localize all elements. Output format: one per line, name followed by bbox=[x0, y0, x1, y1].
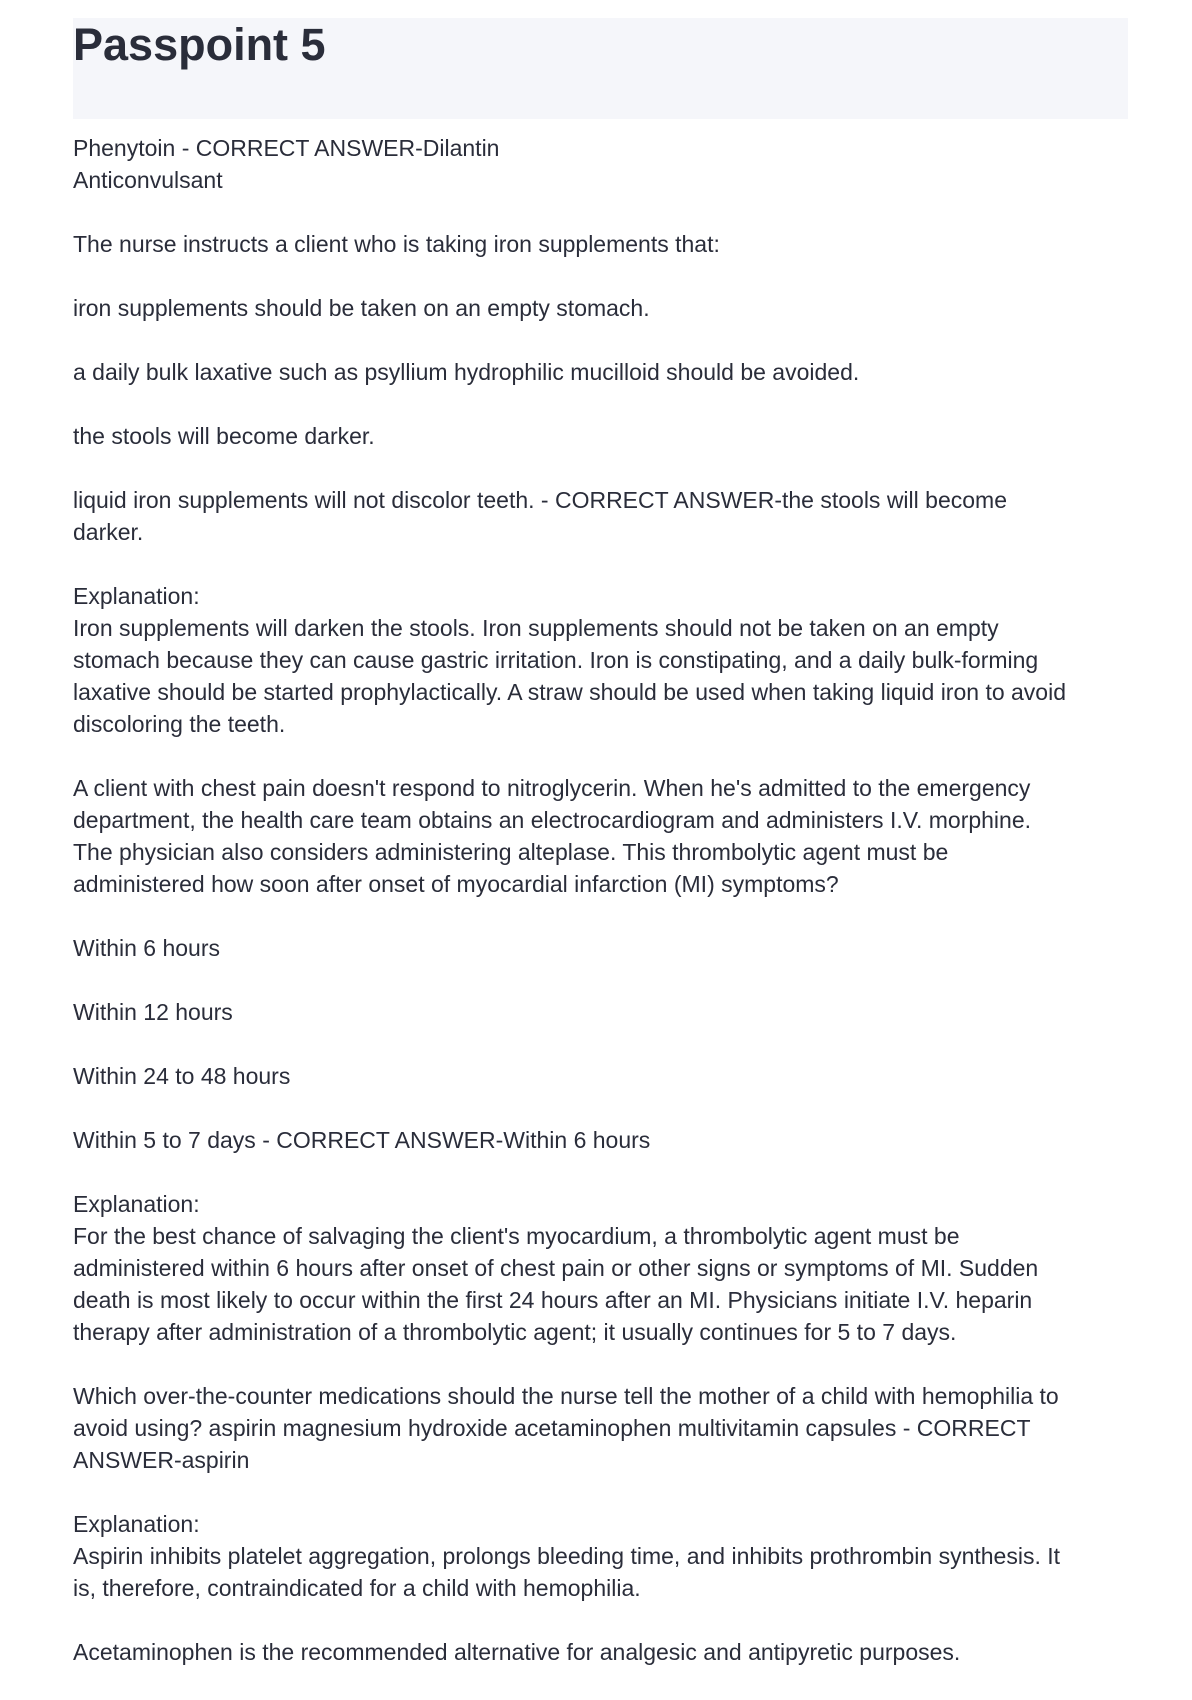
text-line: Within 12 hours bbox=[73, 999, 233, 1025]
text-line: Aspirin inhibits platelet aggregation, prolongs bleeding time, and inhibits prothrombin synthesis. It bbox=[73, 1543, 1061, 1569]
paragraph bbox=[73, 420, 1128, 452]
text-line: Within 24 to 48 hours bbox=[73, 1063, 291, 1089]
text-line: administered within 6 hours after onset of chest pain or other signs or symptoms of MI. Sudden bbox=[73, 1255, 1039, 1281]
text-line: A client with chest pain doesn't respond to nitroglycerin. When he's admitted to the emergency bbox=[73, 775, 1031, 801]
text-line: is, therefore, contraindicated for a child with hemophilia. bbox=[73, 1575, 641, 1601]
text-line: The physician also considers administering alteplase. This thrombolytic agent must be bbox=[73, 839, 949, 865]
page-title: Passpoint 5 bbox=[73, 19, 326, 70]
text-line: department, the health care team obtains an electrocardiogram and administers I.V. morphine. bbox=[73, 807, 1032, 833]
text-line: liquid iron supplements will not discolor teeth. - CORRECT ANSWER-the stools will become bbox=[73, 487, 1007, 513]
text-line: iron supplements should be taken on an empty stomach. bbox=[73, 295, 650, 321]
text-line: Iron supplements will darken the stools. Iron supplements should not be taken on an empty bbox=[73, 615, 999, 641]
paragraph bbox=[73, 932, 1128, 964]
text-line: death is most likely to occur within the first 24 hours after an MI. Physicians initiate I.V. heparin bbox=[73, 1287, 1033, 1313]
text-line: Anticonvulsant bbox=[73, 167, 223, 193]
paragraph bbox=[73, 996, 1128, 1028]
paragraph bbox=[73, 228, 1128, 260]
text-line: avoid using? aspirin magnesium hydroxide acetaminophen multivitamin capsules - CORRECT bbox=[73, 1415, 1031, 1441]
text-line: The nurse instructs a client who is taking iron supplements that: bbox=[73, 231, 720, 257]
paragraph bbox=[73, 292, 1128, 324]
text-line: Explanation: bbox=[73, 1511, 200, 1537]
text-line: administered how soon after onset of myocardial infarction (MI) symptoms? bbox=[73, 871, 839, 897]
text-line: stomach because they can cause gastric irritation. Iron is constipating, and a daily bulk-forming bbox=[73, 647, 1039, 673]
text-line: therapy after administration of a thrombolytic agent; it usually continues for 5 to 7 days. bbox=[73, 1319, 957, 1345]
paragraph bbox=[73, 580, 1128, 740]
paragraph bbox=[73, 132, 1128, 196]
text-line: a daily bulk laxative such as psyllium hydrophilic mucilloid should be avoided. bbox=[73, 359, 860, 385]
paragraph bbox=[73, 1188, 1128, 1348]
paragraph bbox=[73, 356, 1128, 388]
paragraph bbox=[73, 1636, 1128, 1668]
text-line: For the best chance of salvaging the client's myocardium, a thrombolytic agent must be bbox=[73, 1223, 960, 1249]
paragraph bbox=[73, 772, 1128, 900]
text-line: Within 5 to 7 days - CORRECT ANSWER-Within 6 hours bbox=[73, 1127, 651, 1153]
title-banner bbox=[73, 18, 1128, 119]
text-line: darker. bbox=[73, 519, 144, 545]
paragraph bbox=[73, 1060, 1128, 1092]
text-line: Within 6 hours bbox=[73, 935, 221, 961]
paragraph bbox=[73, 1380, 1128, 1476]
text-line: discoloring the teeth. bbox=[73, 711, 286, 737]
text-line: Which over-the-counter medications should the nurse tell the mother of a child with hemophilia to bbox=[73, 1383, 1059, 1409]
text-line: Explanation: bbox=[73, 583, 200, 609]
text-line: laxative should be started prophylactically. A straw should be used when taking liquid iron to avoid bbox=[73, 679, 1066, 705]
document-body bbox=[73, 132, 1128, 1668]
paragraph bbox=[73, 1508, 1128, 1604]
text-line: Phenytoin - CORRECT ANSWER-Dilantin bbox=[73, 135, 500, 161]
text-line: the stools will become darker. bbox=[73, 423, 375, 449]
text-line: Acetaminophen is the recommended alternative for analgesic and antipyretic purposes. bbox=[73, 1639, 961, 1665]
paragraph bbox=[73, 484, 1128, 548]
text-line: ANSWER-aspirin bbox=[73, 1447, 250, 1473]
paragraph bbox=[73, 1124, 1128, 1156]
document-page bbox=[73, 18, 1128, 1700]
text-line: Explanation: bbox=[73, 1191, 200, 1217]
